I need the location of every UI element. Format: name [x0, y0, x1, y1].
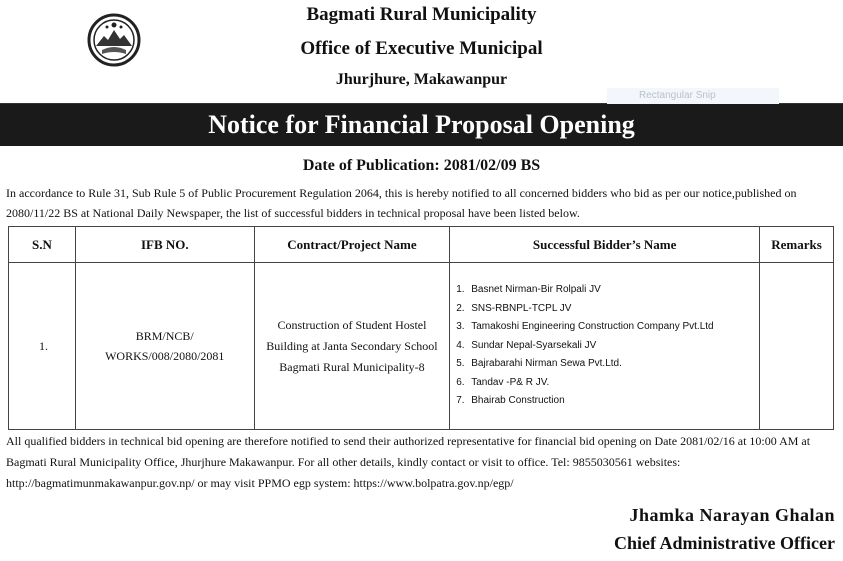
bidder-name: Tamakoshi Engineering Construction Company Pvt.Ltd: [471, 321, 714, 333]
list-item: [456, 355, 759, 374]
list-item: [456, 337, 759, 356]
bidder-list: [456, 281, 759, 411]
office-name: Office of Executive Municipal: [300, 38, 543, 59]
bidder-name: SNS-RBNPL-TCPL JV: [471, 302, 572, 314]
bidder-name: Sundar Nepal-Syarsekali JV: [471, 339, 597, 351]
bidder-number: 2.: [456, 302, 465, 314]
bidder-name: Bajrabarahi Nirman Sewa Pvt.Ltd.: [471, 358, 622, 370]
header-ifb-no: IFB NO.: [75, 227, 254, 263]
bidder-number: 5.: [456, 358, 465, 370]
bidder-number: 1.: [456, 284, 465, 296]
bidder-number: 7.: [456, 395, 465, 407]
publication-date: Date of Publication: 2081/02/09 BS: [302, 157, 541, 174]
intro-paragraph: In accordance to Rule 31, Sub Rule 5 of Public Procurement Regulation 2064, this is hereby notified to all concerned bidders who bid as per our notice,published on 2080/11/22 BS at National Daily Newspaper, the list of successful bidders in technical proposal have been listed below.: [6, 186, 797, 220]
bidder-number: 3.: [456, 321, 465, 333]
cell-ifb-no: BRM/NCB/ WORKS/008/2080/2081: [75, 263, 254, 430]
closing-paragraph: All qualified bidders in technical bid opening are therefore notified to send their authorized representative for financial bid opening on Date 2081/02/16 at 10:00 AM at Bagmati Rural Municipality Office, Jhurjhure Makawanpur. For all other details, kindly contact or visit to office. Tel: 9855030561 websites: http://bagmatimunmakawanpur.gov.np/ or may visit PPMO egp system: https://www.bolpatra.gov.np/egp/: [6, 434, 811, 490]
bidder-name: Bhairab Construction: [471, 395, 565, 407]
header-remarks: Remarks: [760, 227, 834, 263]
bidder-name: Basnet Nirman-Bir Rolpali JV: [471, 284, 601, 296]
cell-sn: 1.: [9, 263, 76, 430]
bidder-number: 6.: [456, 376, 465, 388]
office-address: Jhurjhure, Makawanpur: [335, 71, 508, 88]
list-item: [456, 392, 759, 411]
table-row: [9, 263, 834, 430]
bidders-table: [8, 226, 834, 430]
header-project-name: Contract/Project Name: [254, 227, 450, 263]
header-bidder-name: Successful Bidder’s Name: [450, 227, 760, 263]
cell-remarks: [760, 263, 834, 430]
cell-bidders: [450, 263, 760, 430]
bidder-number: 4.: [456, 339, 465, 351]
signatory-title: Chief Administrative Officer: [614, 533, 835, 553]
cell-project-name: Construction of Student Hostel Building at Janta Secondary School Bagmati Rural Municipality-8: [254, 263, 450, 430]
bidder-name: Tandav -P& R JV.: [471, 376, 550, 388]
list-item: [456, 281, 759, 300]
municipality-name: Bagmati Rural Municipality: [306, 4, 537, 25]
table-header-row: [9, 227, 834, 263]
header-sn: S.N: [9, 227, 76, 263]
list-item: [456, 374, 759, 393]
list-item: [456, 300, 759, 319]
rectangular-snip-overlay: Rectangular Snip: [607, 88, 779, 105]
signatory-name: Jhamka Narayan Ghalan: [629, 505, 835, 525]
list-item: [456, 318, 759, 337]
notice-title-banner: Notice for Financial Proposal Opening: [0, 104, 843, 146]
